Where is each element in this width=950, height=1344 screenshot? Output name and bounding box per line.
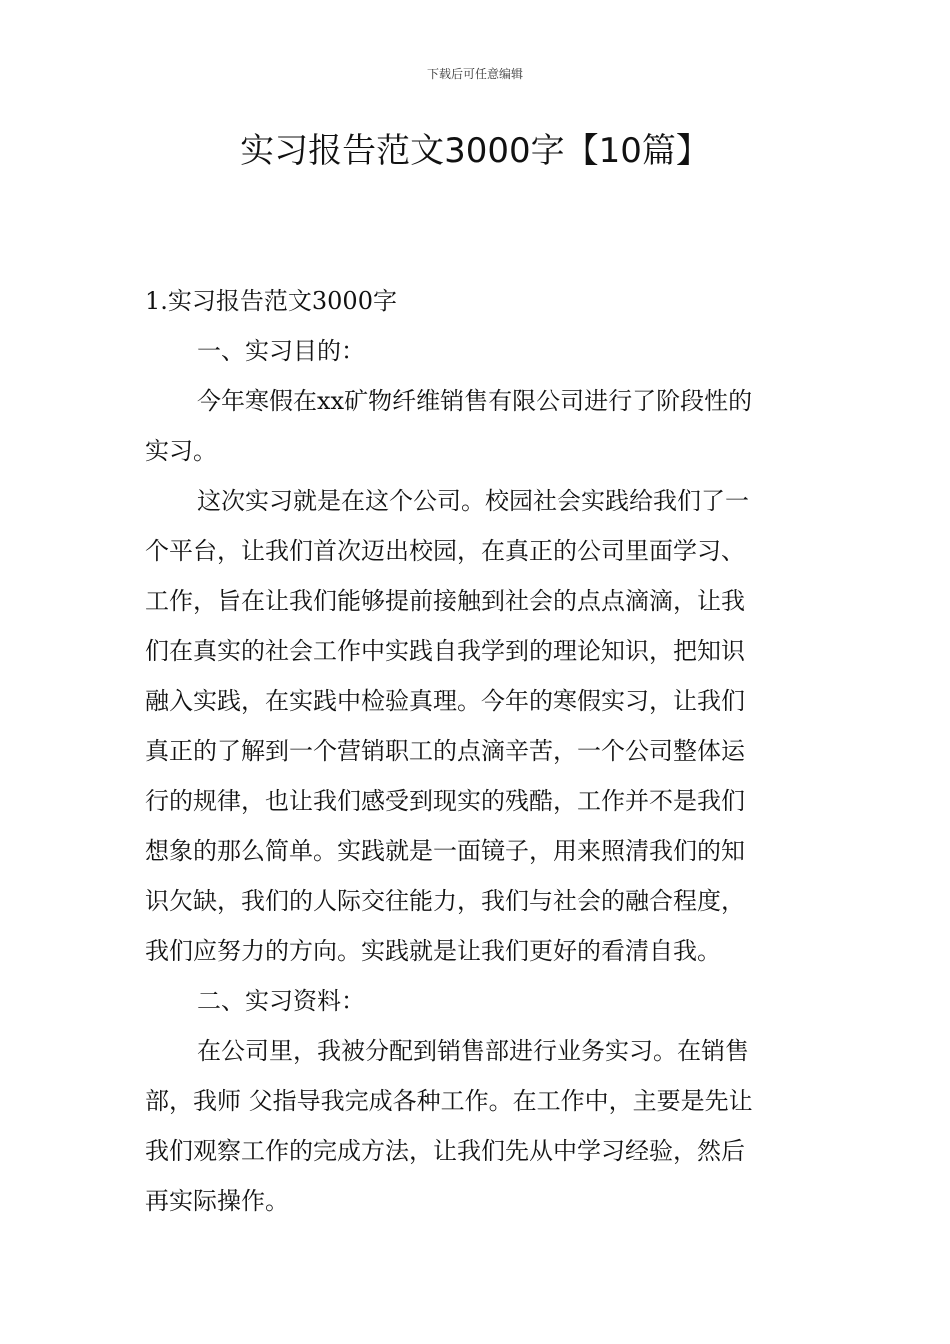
paragraph-line: 个平台，让我们首次迈出校园，在真正的公司里面学习、 (145, 537, 745, 565)
paragraph-line: 我们观察工作的完成方法，让我们先从中学习经验，然后 (145, 1137, 745, 1165)
paragraph-line: 识欠缺，我们的人际交往能力，我们与社会的融合程度， (145, 887, 745, 915)
paragraph-line: 部，我师 父指导我完成各种工作。在工作中，主要是先让 (145, 1087, 753, 1115)
subsection-heading: 二、实习资料： (197, 987, 365, 1015)
paragraph-line: 们在真实的社会工作中实践自我学到的理论知识，把知识 (145, 637, 745, 665)
paragraph-line: 这次实习就是在这个公司。校园社会实践给我们了一 (197, 487, 749, 515)
document-title: 实习报告范文3000字【10篇】 (240, 131, 710, 171)
paragraph-line: 行的规律，也让我们感受到现实的残酷，工作并不是我们 (145, 787, 745, 815)
paragraph-line: 再实际操作。 (145, 1187, 289, 1215)
header-note: 下载后可任意编辑 (426, 67, 523, 81)
section-heading: 1.实习报告范文3000字 (145, 287, 397, 315)
document-body (145, 276, 810, 1226)
paragraph-line: 实习。 (145, 437, 217, 465)
paragraph-line: 融入实践，在实践中检验真理。今年的寒假实习，让我们 (145, 687, 745, 715)
paragraph-line: 在公司里，我被分配到销售部进行业务实习。在销售 (197, 1037, 749, 1065)
paragraph-line: 真正的了解到一个营销职工的点滴辛苦，一个公司整体运 (145, 737, 745, 765)
paragraph-line: 今年寒假在xx矿物纤维销售有限公司进行了阶段性的 (197, 387, 753, 415)
paragraph-line: 我们应努力的方向。实践就是让我们更好的看清自我。 (145, 937, 721, 965)
paragraph-line: 想象的那么简单。实践就是一面镜子，用来照清我们的知 (145, 837, 745, 865)
subsection-heading: 一、实习目的： (197, 337, 365, 365)
paragraph-line: 工作，旨在让我们能够提前接触到社会的点点滴滴，让我 (145, 587, 745, 615)
